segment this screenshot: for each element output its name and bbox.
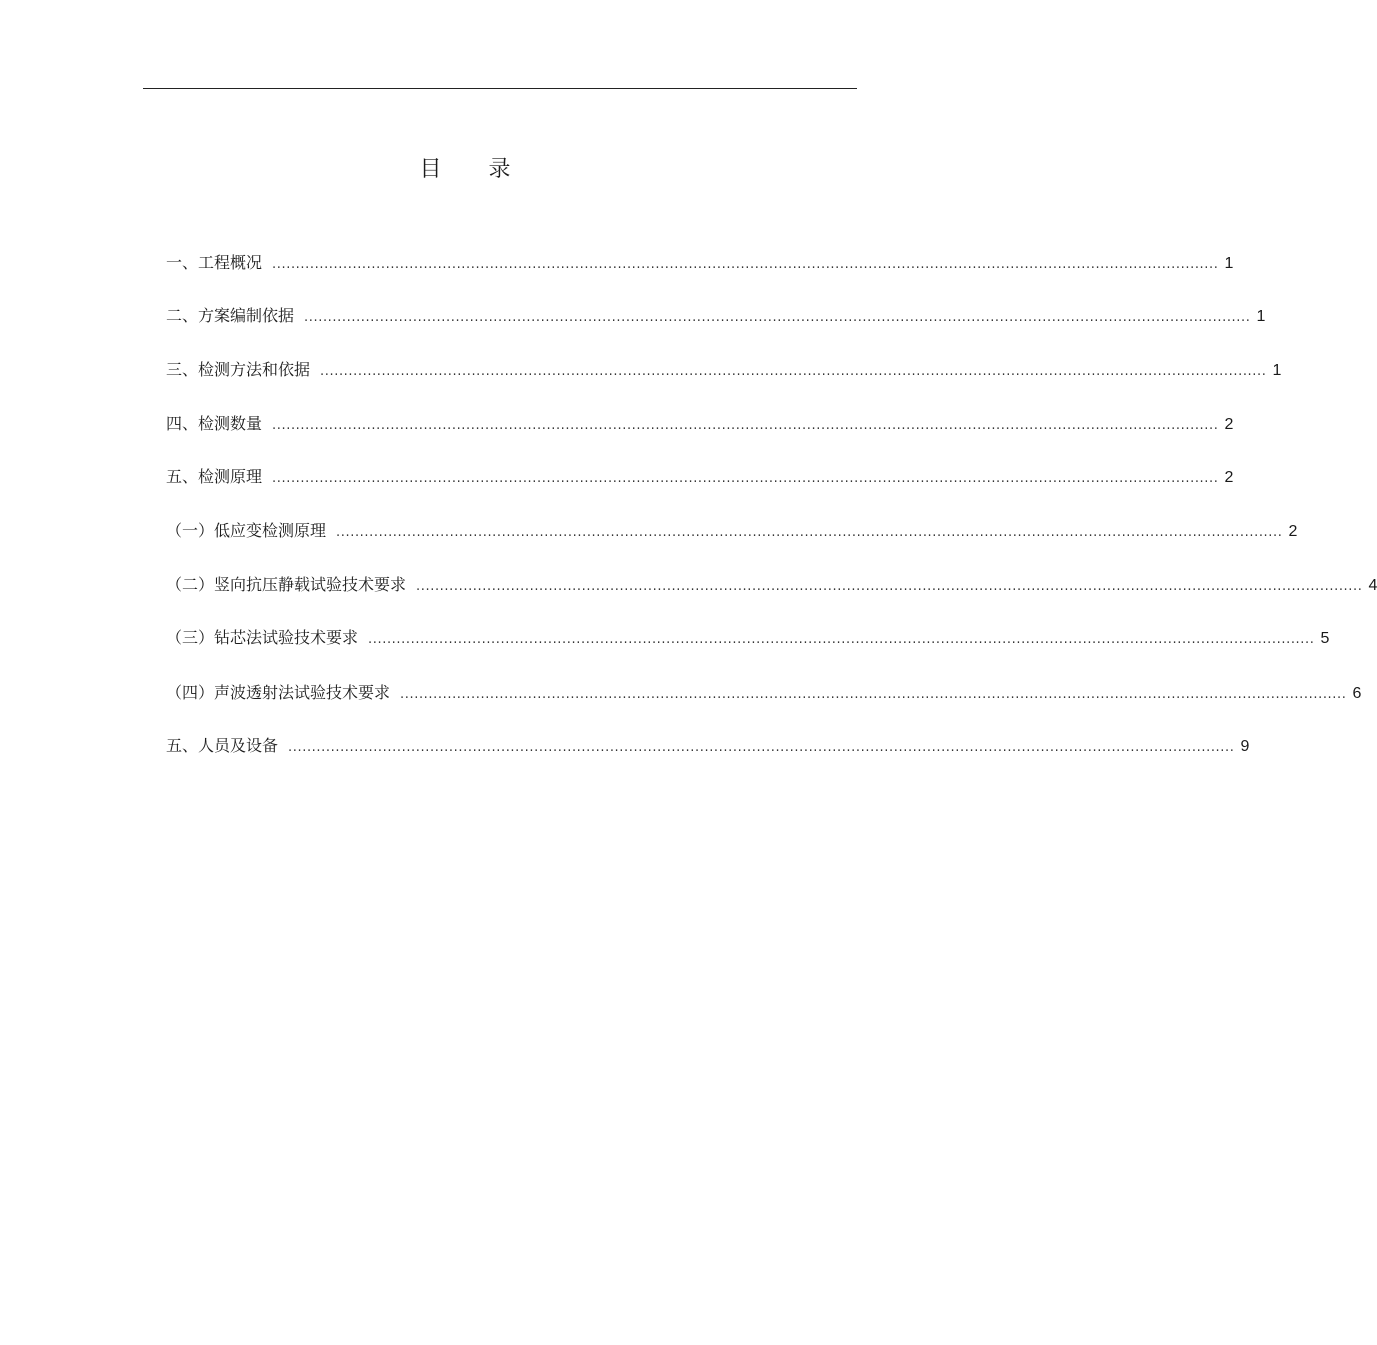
toc-entry[interactable] — [166, 465, 1234, 489]
toc-entry-page: 5 — [1320, 630, 1330, 647]
dot-leader: ........................................................................................................................................................................................................ — [320, 364, 1267, 379]
toc-entry-page: 2 — [1288, 523, 1298, 540]
toc-entry[interactable] — [166, 519, 1298, 543]
toc-entry-page: 1 — [1224, 255, 1234, 272]
toc-entry-label: （二）竖向抗压静载试验技术要求 — [166, 575, 407, 594]
toc-entry-page: 6 — [1352, 685, 1362, 702]
toc-entry-label: （四）声波透射法试验技术要求 — [166, 683, 391, 702]
toc-entry-page: 9 — [1240, 738, 1250, 755]
dot-leader: ........................................................................................................................................................................................................ — [416, 579, 1363, 594]
toc-entry-label: （一）低应变检测原理 — [166, 521, 327, 540]
dot-leader: ........................................................................................................................................................................................................ — [272, 418, 1219, 433]
dot-leader: ........................................................................................................................................................................................................ — [336, 525, 1283, 540]
toc-entry-label: 三、检测方法和依据 — [166, 360, 311, 379]
toc-entry[interactable] — [166, 358, 1282, 382]
toc-entry[interactable] — [166, 573, 1377, 597]
dot-leader: ........................................................................................................................................................................................................ — [400, 687, 1347, 702]
dot-leader: ........................................................................................................................................................................................................ — [368, 632, 1315, 647]
dot-leader: ........................................................................................................................................................................................................ — [272, 471, 1219, 486]
toc-title: 目 录 — [419, 157, 531, 182]
dot-leader: ........................................................................................................................................................................................................ — [288, 740, 1235, 755]
toc-entry[interactable] — [166, 412, 1234, 436]
toc-entry-page: 1 — [1256, 308, 1266, 325]
toc-entry[interactable] — [166, 626, 1330, 650]
toc-entry-label: 一、工程概况 — [166, 253, 263, 272]
toc-entry-page: 4 — [1368, 577, 1377, 594]
toc-entry-label: 五、检测原理 — [166, 467, 263, 486]
toc-entry[interactable] — [166, 734, 1250, 758]
toc-entry-label: 五、人员及设备 — [166, 736, 279, 755]
dot-leader: ........................................................................................................................................................................................................ — [272, 257, 1219, 272]
toc-entry-label: （三）钻芯法试验技术要求 — [166, 628, 359, 647]
toc-entry[interactable] — [166, 304, 1266, 328]
toc-entry-page: 1 — [1272, 362, 1282, 379]
toc-entry-label: 四、检测数量 — [166, 414, 263, 433]
dot-leader: ........................................................................................................................................................................................................ — [304, 310, 1251, 325]
toc-entry-label: 二、方案编制依据 — [166, 306, 295, 325]
toc-entry-page: 2 — [1224, 416, 1234, 433]
toc-entry-page: 2 — [1224, 469, 1234, 486]
toc-entry[interactable] — [166, 251, 1234, 275]
toc-entry[interactable] — [166, 681, 1362, 705]
